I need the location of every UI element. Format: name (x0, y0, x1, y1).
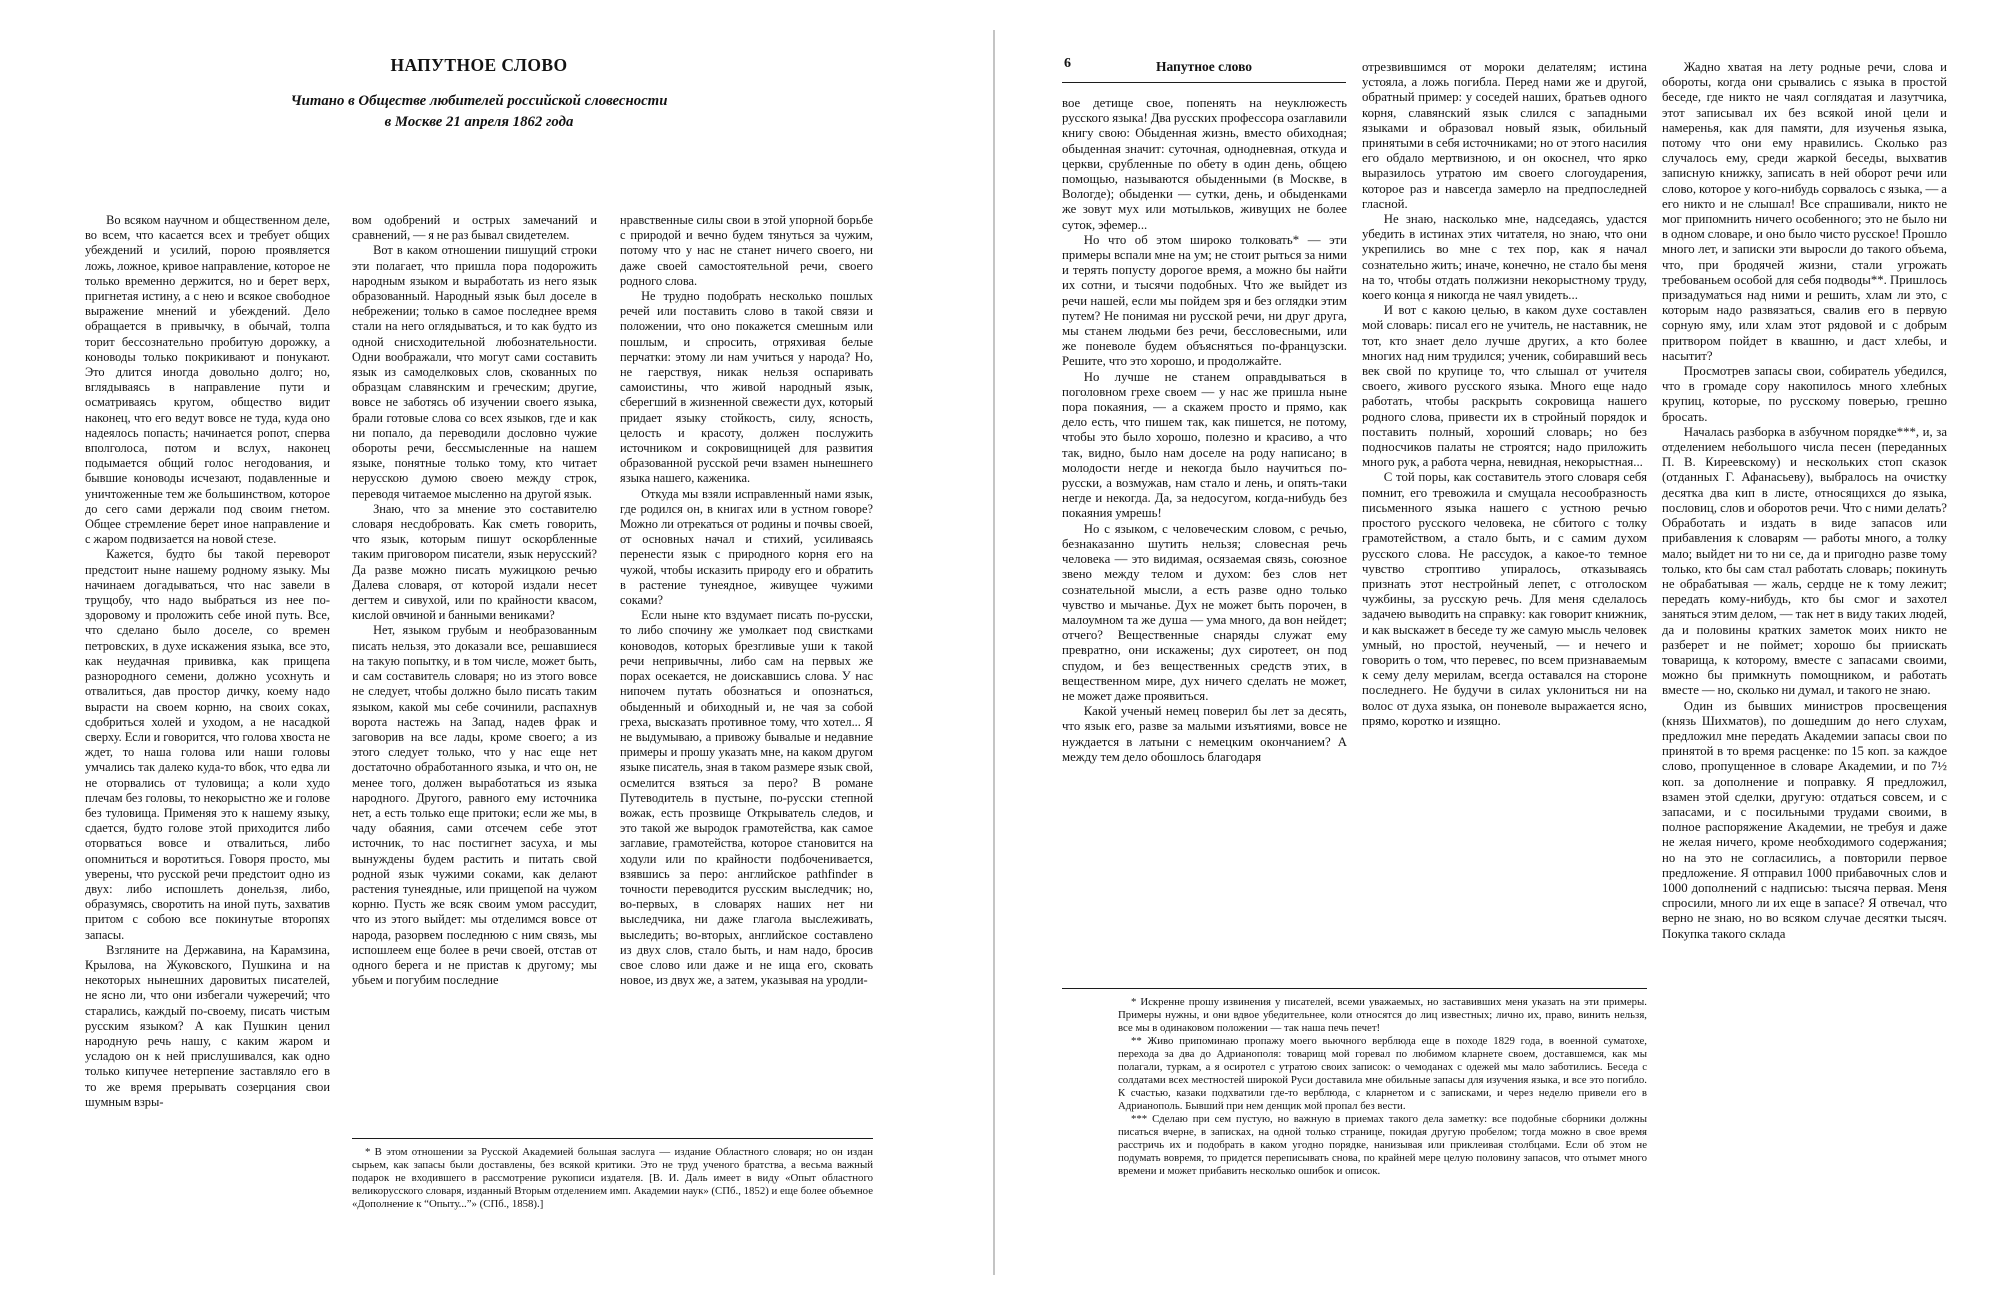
page-seam-divider (993, 30, 995, 1275)
paragraph: Знаю, что за мнение это составителю словаря несдобровать. Как сметь говорить, что язык, которым пишут оскорбленные таким приговором писатели, язык нерусский? Да разве можно писать мужицкою речью Далева словаря, от которой издали несет дегтем и сивухой, или по крайности квасом, кислой овчиной и банными вениками? (352, 501, 597, 623)
subtitle-line-1: Читано в Обществе любителей российской словесности (290, 93, 668, 109)
footnote-text: ** Живо припоминаю пропажу моего вьючного верблюда еще в походе 1829 года, в военной суматохе, перехода за два до Адрианополя: товарищ мой горевал по любимом кларнете своем, доставшемся, как мы полагали, туркам, а я осиротел с утратою своих записок: о чемоданах с одежей мы мало заботились. Беседа с солдатами всех местностей широкой Руси доставила мне обильные запасы для изучения языка, и все это погибло. К счастью, казаки подхватили где-то верблюда, с кларнетом и с записками, и через неделю привели его в Адрианополь. Бывший при нем денщик мой пропал без вести. (1118, 1035, 1647, 1112)
page-subtitle (85, 91, 873, 133)
paragraph: Началась разборка в азбучном порядке***, и, за отделением небольшого числа песен (переданных П. В. Киреевскому) и нескольких стоп сказок (отданных Г. Афанасьеву), выбралось на очистку десятка два кип в листе, относящихся до языка, пословиц, слов и оборотов речи. Что с ними делать? Обработать и издать в виде запасов или прибавления к словарям — работы много, а толку мало; выйдет ни то ни се, да и пригодно разве тому только, кто бы сам стал работать словарь; покинуть не обрабатывая — жаль, сердце не к тому лежит; передать кому-нибудь, кто бы смог и захотел заняться этим делом, — так нет в виду таких людей, да и половины кратких заметок моих никто не разберет и не поймет; хорошо бы приискать товарища, к которому, вместе с запасами своими, можно бы примкнуть помощником, и работать вместе — но, сколько ни думал, и такого не знаю. (1662, 424, 1947, 698)
left-footnote-separator (352, 1138, 873, 1139)
running-title: Напутное слово (1155, 59, 1253, 74)
paragraph: Какой ученый немец поверил бы лет за десять, что язык его, разве за малыми изъятиями, вовсе не нуждается в латыни с немецким окончанием? А между тем дело обошлось благодаря (1062, 704, 1347, 764)
paragraph: Не знаю, насколько мне, надседаясь, удастся убедить в истинах этих читателя, но знаю, что они укрепились во мне с тех пор, как я начал сознательно жить; иначе, конечно, не стало бы меня на то, чтобы отдать полжизни некорыстному труду, коего конца я никогда не чаял увидеть... (1362, 212, 1647, 303)
paragraph: Во всяком научном и общественном деле, во всем, что касается всех и требует общих убеждений и усилий, порою проявляется ложь, ложное, кривое направление, которое не только временно держится, но и берет верх, пригнетая истину, а с нею и всякое свободное выражение мнений и убеждений. Дело обращается в привычку, в обычай, толпа торит бессознательно пробитую дорожку, а коноводы только покрикивают и понукают. Это длится иногда довольно долго; но, вглядываясь в направление пути и осматриваясь кругом, общество видит наконец, что его ведут вовсе не туда, куда оно надеялось попасть; начинается ропот, сперва вполголоса, потом и вслух, наконец подымается общий голос негодования, и бывшие коноводы исчезают, подавленные и уничтоженные тем же большинством, которое до сего сами держали под своим гнетом. Общее стремление берет иное направление и с жаром подвизается на новой стезе. (85, 213, 330, 547)
paragraph: Но что об этом широко толковать* — эти примеры вспали мне на ум; не стоит рыться за ними и терять попусту дорогое время, а можно бы найти их сотни, и тысячи подобных. Что же выйдет из речи нашей, если мы пойдем зря и без оглядки этим путем? Не понимая ни русской речи, ни друг друга, мы станем людьми без речи, бессловесными, или же поневоле будем объясняться по-французски. Решите, что это хорошо, и продолжайте. (1062, 232, 1347, 369)
header-rule (1062, 82, 1346, 83)
left-footnote (352, 1146, 873, 1216)
footnote-text: *** Сделаю при сем пустую, но важную в приемах такого дела заметку: все подобные сборники должны писаться вчерне, в записках, на одной только странице, покидая другую пробелом; тогда можно в свое время расстричь их и подобрать в каком угодно порядке, нанизывая или приклеивая столбцами. Если об этом не подумать вовремя, то придется переписывать снова, по крайней мере целую половину запасов, что отымет много времени и может прибавить несколько ошибок и описок. (1118, 1113, 1647, 1177)
paragraph: Вот в каком отношении пишущий строки эти полагает, что пришла пора подорожить народным языком и выработать из него язык образованный. Народный язык был доселе в небрежении; только в самое последнее время стали на него оглядываться, и то как будто из одной снисходительной любознательности. Одни воображали, что могут сами составить язык из самоделковых слов, скованных по образцам славянским и греческим; другие, вовсе не заботясь об изучении своего языка, брали готовые слова со всех языков, где и как ни попало, да переводили дословно чужие обороты речи, бессмысленные на нашем языке, понятные только тому, кто читает нерусскою думою своею между строк, переводя читаемое мысленно на другой язык. (352, 243, 597, 501)
paragraph: Если ныне кто вздумает писать по-русски, то либо спочину же умолкает под свистками коноводов, которых брезгливые уши к такой речи непривычны, либо сам на первых же порах осекается, не доискавшись слова. У нас нипочем путать обознаться и опознаться, обыденный и обиходный и, не чая за собой греха, высказать противное тому, что хотел... Я не выдумываю, а привожу бывалые и недавние примеры и прошу указать мне, на каком другом языке писатель, зная в таком размере язык свой, осмелится взяться за перо? В романе Путеводитель в пустыне, по-русски степной вожак, есть прозвище Открыватель следов, и это такой же выродок грамотейства, как самое заглавие, грамотейства, которое становится на ходули или по крайности подбоченивается, взявшись за перо: английское pathfinder в точности переводится русским выследчик; но, во-первых, в словарях наших нет ни выследчика, ни даже глагола выслеживать, выследить; во-вторых, английское составлено из двух слов, стало быть, и нам надо, бросив свое слово или даже и не ища его, сковать новое, из двух же, а затем, указывая на уродли- (620, 608, 873, 988)
right-footnote-separator (1062, 988, 1647, 989)
paragraph: Но с языком, с человеческим словом, с речью, безнаказанно шутить нельзя; словесная речь человека — это видимая, осязаемая связь, союзное звено между телом и духом: без слов нет сознательной мысли, а есть разве одно только чувство и мычанье. Дух не может быть порочен, в малоумном та же душа — ума много, да вон нейдет; отчего? Вещественные снаряды служат ему превратно, они искажены; дух сиротеет, он под спудом, и без вещественных средств этих, в вещественном мире, дух ничего сделать не может, не может даже проявиться. (1062, 521, 1347, 703)
paragraph: Откуда мы взяли исправленный нами язык, где родился он, в книгах или в устном говоре? Можно ли отрекаться от родины и почвы своей, от основных начал и стихий, усиливаясь перенести язык с природного корня его на чужой, чтобы исказить природу его и обратить в растение тунеядное, живущее чужими соками? (620, 486, 873, 608)
paragraph: Не трудно подобрать несколько пошлых речей или поставить слово в такой связи и положении, что оно покажется смешным или пошлым, и спросить, отряхивая белые перчатки: этому ли нам учиться у народа? Но, не гаерствуя, никак нельзя оспаривать самоистины, что живой народный язык, сберегший в жизненной свежести дух, который придает языку стойкость, силу, ясность, целость и красоту, должен послужить источником и сокровищницей для развития образованной русской речи взамен нынешнего языка нашего, каженика. (620, 289, 873, 486)
paragraph: С той поры, как составитель этого словаря себя помнит, его тревожила и смущала несообразность письменного языка нашего с устною речью простого русского человека, не сбитого с толку грамотейством, а стало быть, и с самим духом русского слова. Не рассудок, а какое-то темное чувство строптиво упиралось, отказываясь признать этот нестройный лепет, с отголоском чужбины, за русскую речь. Для меня сделалось задачею выводить на справку: как говорит книжник, и как выскажет в беседе ту же самую мысль человек умный, но простой, неученый, — и нечего и говорить о том, что перевес, по всем признаваемым к сему делу мерилам, всегда оставался на стороне последнего. Не будучи в силах уклониться ни на волос от духа языка, он поневоле выражается ясно, прямо, коротко и изящно. (1362, 470, 1647, 728)
paragraph: Взгляните на Державина, на Карамзина, Крылова, на Жуковского, Пушкина и на некоторых нынешних даровитых писателей, не ясно ли, что они избегали чужеречий; что старались, каждый по-своему, писать чистым русским языком? А как Пушкин ценил народную речь нашу, с каким жаром и усладою он к ней прислушивался, как одно только кипучее нетерпение заставляло его в то же время прерывать созерцания свои шумным взры- (85, 942, 330, 1109)
paragraph: Кажется, будто бы такой переворот предстоит ныне нашему родному языку. Мы начинаем догадываться, что нас завели в трущобу, что надо выбраться из нее по-здоровому и проложить себе иной путь. Все, что сделано было доселе, со времен петровских, в духе искажения языка, все это, как неудачная прививка, как прищепа разнородного семени, должно усохнуть и отвалиться, дав простор дичку, коему надо вырасти на своем корню, на своих соках, сдобриться холей и уходом, а не насадкой сверху. Если и говорится, что голова хвоста не ждет, то наша голова или наши головы умчались так далеко куда-то вбок, что едва ли не оторвались от туловища; а коли худо плечам без головы, то некорыстно же и голове без туловища. Применяя это к нашему языку, сдается, будто голове этой приходится либо оторваться вовсе и отвалиться, либо опомниться и воротиться. Говоря просто, мы уверены, что русской речи предстоит одно из двух: либо испошлеть донельзя, либо, образумясь, своротить на иной путь, захватив притом с собою все покинутые второпях запасы. (85, 547, 330, 942)
paragraph: И вот с какою целью, в каком духе составлен мой словарь: писал его не учитель, не наставник, не тот, кто знает дело лучше других, а кто более многих над ним трудился; ученик, собиравший весь век свой по крупице то, что слышал от учителя своего, живого русского языка. Много еще надо работать, чтобы раскрыть сокровища нашего родного слова, привести их в стройный порядок и поставить полный, хороший словарь; но без подносчиков палаты не строятся; надо приложить много рук, а работа черна, невидная, некорыстная... (1362, 303, 1647, 470)
paragraph: Один из бывших министров просвещения (князь Шихматов), по дошедшим до него слухам, предложил мне передать Академии запасы свои по принятой в то время расценке: по 15 коп. за каждое слово, пропущенное в словаре Академии, и по 7½ коп. за дополнение и поправку. Я предложил, взамен этой сделки, другую: отдаться совсем, и с запасами, и с посильными трудами своими, в полное распоряжение Академии, не требуя и даже не желая ничего, кроме необходимого содержания; но на это не согласились, а повторили первое предложение. Я отправил 1000 прибавочных слов и 1000 дополнений с надписью: тысяча первая. Меня спросили, много ли их еще в запасе? Я отвечал, что верно не знаю, но во всяком случае десятки тысяч. Покупка такого склада (1662, 698, 1947, 941)
left-column-3 (620, 213, 873, 1131)
paragraph: Жадно хватая на лету родные речи, слова и обороты, когда они срывались с языка в простой беседе, где никто не чаял соглядатая и лазутчика, этот записывал их без всякой иной цели и намеренья, как для памяти, для изученья языка, потому что они ему нравились. Сколько раз случалось ему, среди жаркой беседы, выхватив записную книжку, записать в ней оборот речи или слово, которое у кого-нибудь сорвалось с языка, — а его никто и не слышал! Все спрашивали, никто не мог припомнить ничего особенного; это не было ни в одном словаре, и оно было чисто русское! Прошло много лет, и записки эти выросли до такого объема, что, при бродячей жизни, стали угрожать требованьем особой для себя подводы**. Пришлось призадуматься над ними и решить, хлам ли это, с которым надо развязаться, свалив его в первую сорную яму, или хлам этот рядовой и с добрым притвором пойдет в квашню, и даст хлебы, и насытит? (1662, 60, 1947, 363)
right-footnotes (1118, 996, 1647, 1211)
left-column-1 (85, 213, 330, 1219)
page-number: 6 (1064, 56, 1071, 71)
footnote-text: * В этом отношении за Русской Академией большая заслуга — издание Областного словаря; но он издан сырьем, как запасы были доставлены, без всякой критики. Это не труд ученого братства, а весьма важный подарок не входившего в рассмотрение рукописи издателя. [В. И. Даль имеет в виду «Опыт областного великорусского словаря, изданный Вторым отделением имп. Академии наук» (СПб., 1852) и еще более объемное «Дополнение к “Опыту...”» (СПб., 1858).] (352, 1146, 873, 1210)
paragraph: вом одобрений и острых замечаний и сравнений, — я не раз бывал свидетелем. (352, 213, 597, 243)
subtitle-line-2: в Москве 21 апреля 1862 года (384, 114, 574, 130)
page-title: НАПУТНОЕ СЛОВО (390, 55, 568, 75)
paragraph: нравственные силы свои в этой упорной борьбе с природой и вечно будем тянуться за чужим, потому что у нас не станет ничего своего, ни даже своей самостоятельной речи, своего родного слова. (620, 213, 873, 288)
left-column-2 (352, 213, 597, 1131)
paragraph: Просмотрев запасы свои, собиратель убедился, что в громаде сору накопилось много хлебных крупиц, которые, по русскому поверью, грешно бросать. (1662, 364, 1947, 424)
right-column-3 (1662, 60, 1947, 1220)
paragraph: Но лучше не станем оправдываться в поголовном грехе своем — у нас же пришла ныне пора покаяния, — а скажем просто и прямо, как дело есть, что пишем так, как пишется, не потому, чтобы это было хорошо, полезно и красиво, а что так, видно, было нам доселе на роду написано; в молодости негде и некогда было научиться по-русски, а возмужав, нам стало и лень, и опять-таки негде и некогда. Да, за недосугом, когда-нибудь без покаяния умрешь! (1062, 369, 1347, 521)
paragraph: отрезвившимся от мороки делателям; истина устояла, а ложь погибла. Перед нами же и другой, обратный пример: у соседей наших, братьев одного корня, славянский язык слился с западными языками и образовал новый язык, обильный принятыми в себя источниками; но от этого насилия его обдало мертвизною, и он окоснел, что ярко выразилось утратою им своего слогоударения, которое раз и навсегда замерло на предпоследней гласной. (1362, 60, 1647, 211)
right-column-1 (1062, 96, 1347, 984)
right-column-2 (1362, 60, 1647, 986)
paragraph: вое детище свое, попенять на неуклюжесть русского языка! Два русских профессора озаглавили книгу свою: Обыденная жизнь, вместо обиходная; обыденная значит: суточная, однодневная, откуда и церкви, срубленные по обету в один день, общею помощью, называются обыденными (в Москве, в Вологде); обыденки — сутки, день, и обыденками же зовут мух или мотыльков, живущих не более суток, эфемер... (1062, 96, 1347, 232)
paragraph: Нет, языком грубым и необразованным писать нельзя, это доказали все, решавшиеся на такую попытку, и в том числе, может быть, и сам составитель словаря; но из этого вовсе не следует, чтобы должно было писать таким языком, какой мы себе сочинили, распахнув ворота настежь на Запад, надев фрак и заговорив на все лады, кроме своего; а из этого следует только, что у нас еще нет достаточно обработанного языка, и что он, не менее того, должен выработаться из языка народного. Другого, равного ему источника нет, а есть только еще притоки; если же мы, в чаду обаяния, сами отсечем себе этот источник, то нас постигнет засуха, и мы вынуждены будем растить и питать свой родной язык чужими соками, как делают растения тунеядные, или прищепой на чужом корню. Пусть же всяк своим умом рассудит, что из этого выйдет: мы отделимся вовсе от народа, разорвем последнюю с ним связь, мы испошлеем еще более в речи своей, отстав от одного берега и не пристав к другому; мы убьем и погубим последние (352, 623, 597, 988)
footnote-text: * Искренне прошу извинения у писателей, всеми уважаемых, но заставивших меня указать на эти примеры. Примеры нужны, и они вдвое убедительнее, коли относятся до лиц известных; лично их, право, винить нельзя, все мы в одинаковом положении — так наша печь печет! (1118, 996, 1647, 1034)
